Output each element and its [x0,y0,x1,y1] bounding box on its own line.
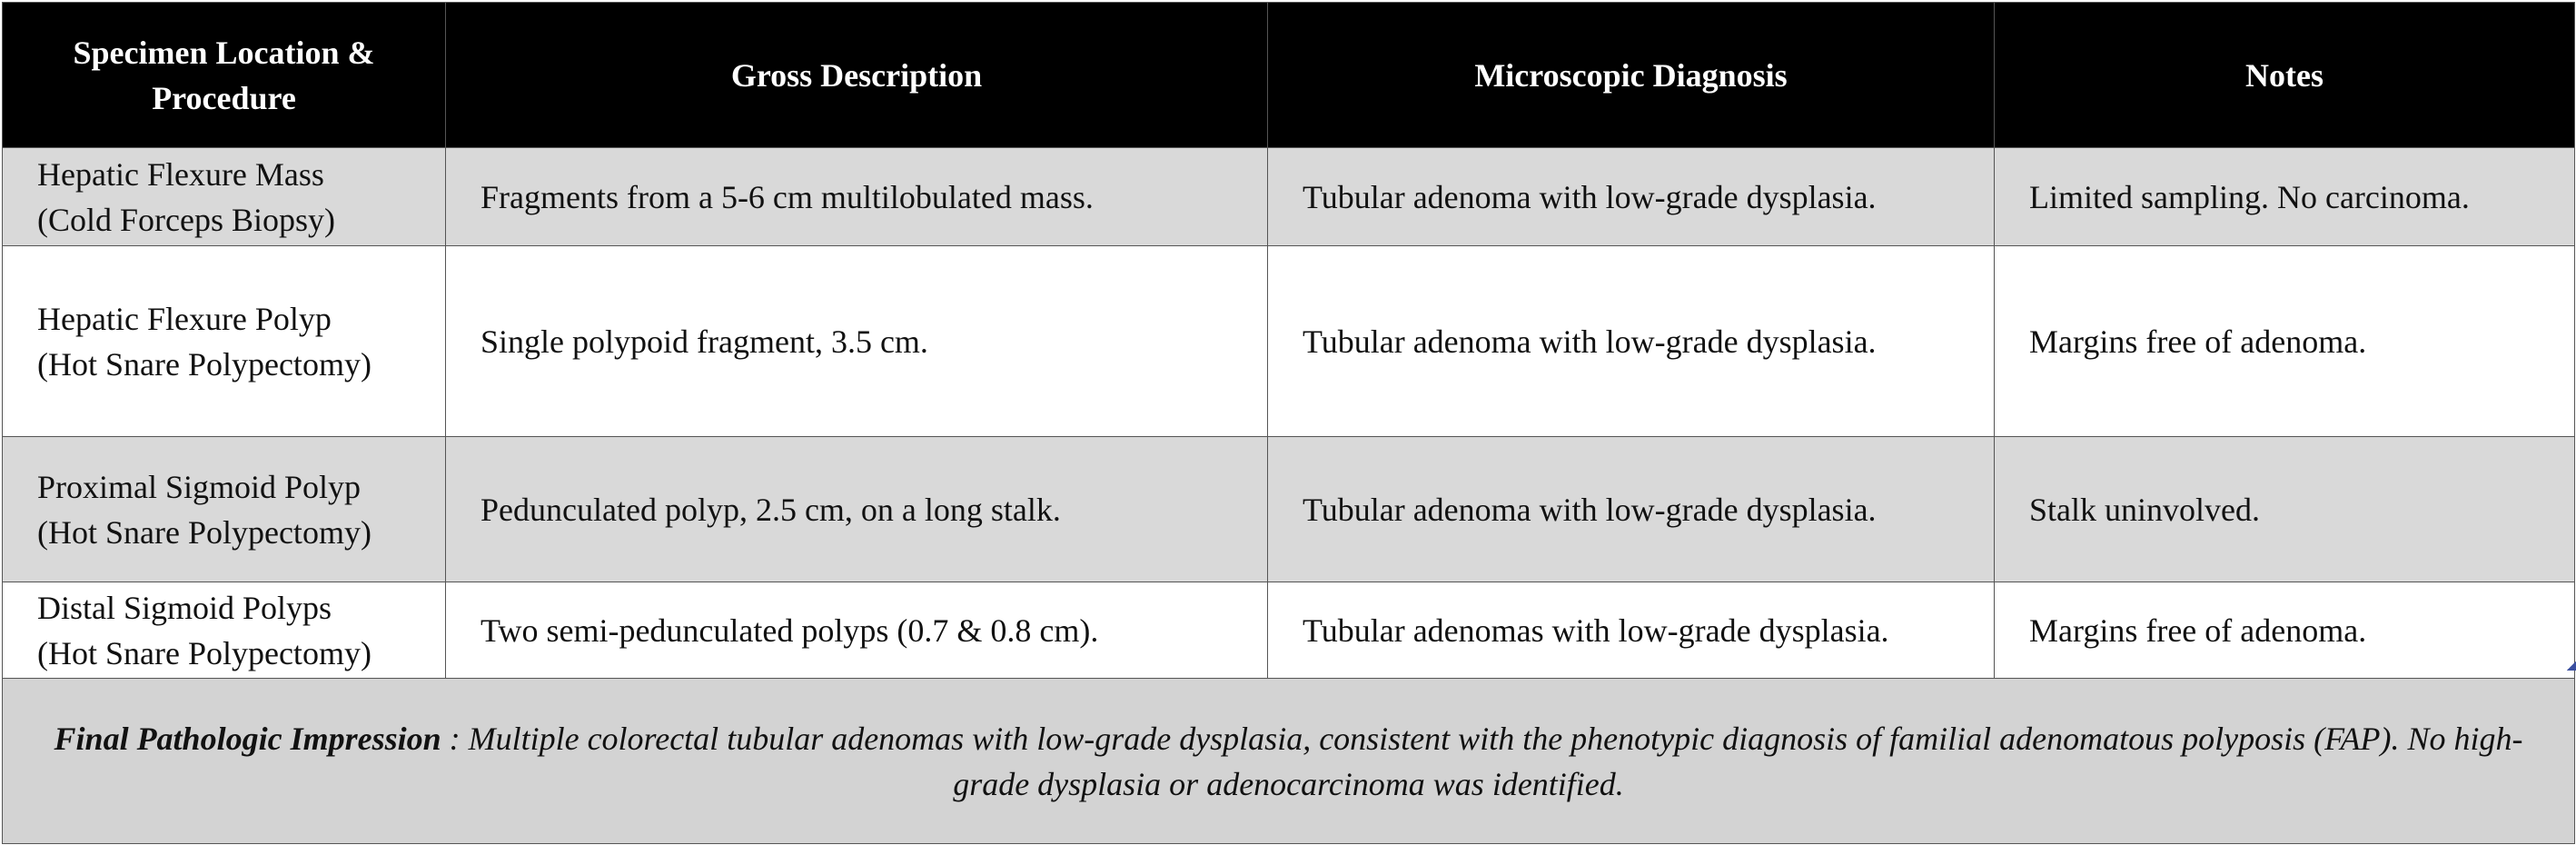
microscopic-diagnosis-cell: Tubular adenoma with low-grade dysplasia. [1268,437,1995,582]
gross-description-cell: Fragments from a 5-6 cm multilobulated mass. [446,148,1268,246]
specimen-procedure: (Cold Forceps Biopsy) [37,201,335,238]
notes-cell: Stalk uninvolved. [1995,437,2575,582]
resize-handle-icon [2567,661,2576,671]
impression-label: Final Pathologic Impression [54,720,441,757]
microscopic-diagnosis-cell: Tubular adenomas with low-grade dysplasia. [1268,582,1995,679]
header-gross-description: Gross Description [446,3,1268,148]
header-specimen-location: Specimen Location & Procedure [3,3,446,148]
header-notes: Notes [1995,3,2575,148]
notes-cell: Limited sampling. No carcinoma. [1995,148,2575,246]
specimen-procedure: (Hot Snare Polypectomy) [37,513,372,551]
pathology-report-table [2,2,2575,844]
microscopic-diagnosis-cell: Tubular adenoma with low-grade dysplasia. [1268,246,1995,437]
specimen-location: Hepatic Flexure Polyp [37,300,332,337]
table-row [3,582,2575,679]
notes-cell: Margins free of adenoma. [1995,582,2575,679]
specimen-location-cell [3,246,446,437]
specimen-location: Proximal Sigmoid Polyp [37,468,362,505]
specimen-location-cell [3,148,446,246]
notes-cell: Margins free of adenoma. [1995,246,2575,437]
specimen-location-cell [3,437,446,582]
final-impression-cell [3,679,2575,844]
microscopic-diagnosis-cell: Tubular adenoma with low-grade dysplasia. [1268,148,1995,246]
header-microscopic-diagnosis: Microscopic Diagnosis [1268,3,1995,148]
gross-description-cell: Single polypoid fragment, 3.5 cm. [446,246,1268,437]
impression-row [3,679,2575,844]
specimen-location: Hepatic Flexure Mass [37,155,324,193]
gross-description-cell: Pedunculated polyp, 2.5 cm, on a long stalk. [446,437,1268,582]
specimen-location-cell [3,582,446,679]
table-row [3,246,2575,437]
impression-text: : Multiple colorectal tubular adenomas with low-grade dysplasia, consistent with the phenotypic diagnosis of familial adenomatous polyposis (FAP). No high-grade dysplasia or adenocarcinoma was identified. [441,720,2523,802]
header-row [3,3,2575,148]
table-row [3,148,2575,246]
gross-description-cell: Two semi-pedunculated polyps (0.7 & 0.8 cm). [446,582,1268,679]
table-row [3,437,2575,582]
specimen-procedure: (Hot Snare Polypectomy) [37,634,372,671]
specimen-location: Distal Sigmoid Polyps [37,589,332,626]
specimen-procedure: (Hot Snare Polypectomy) [37,345,372,383]
